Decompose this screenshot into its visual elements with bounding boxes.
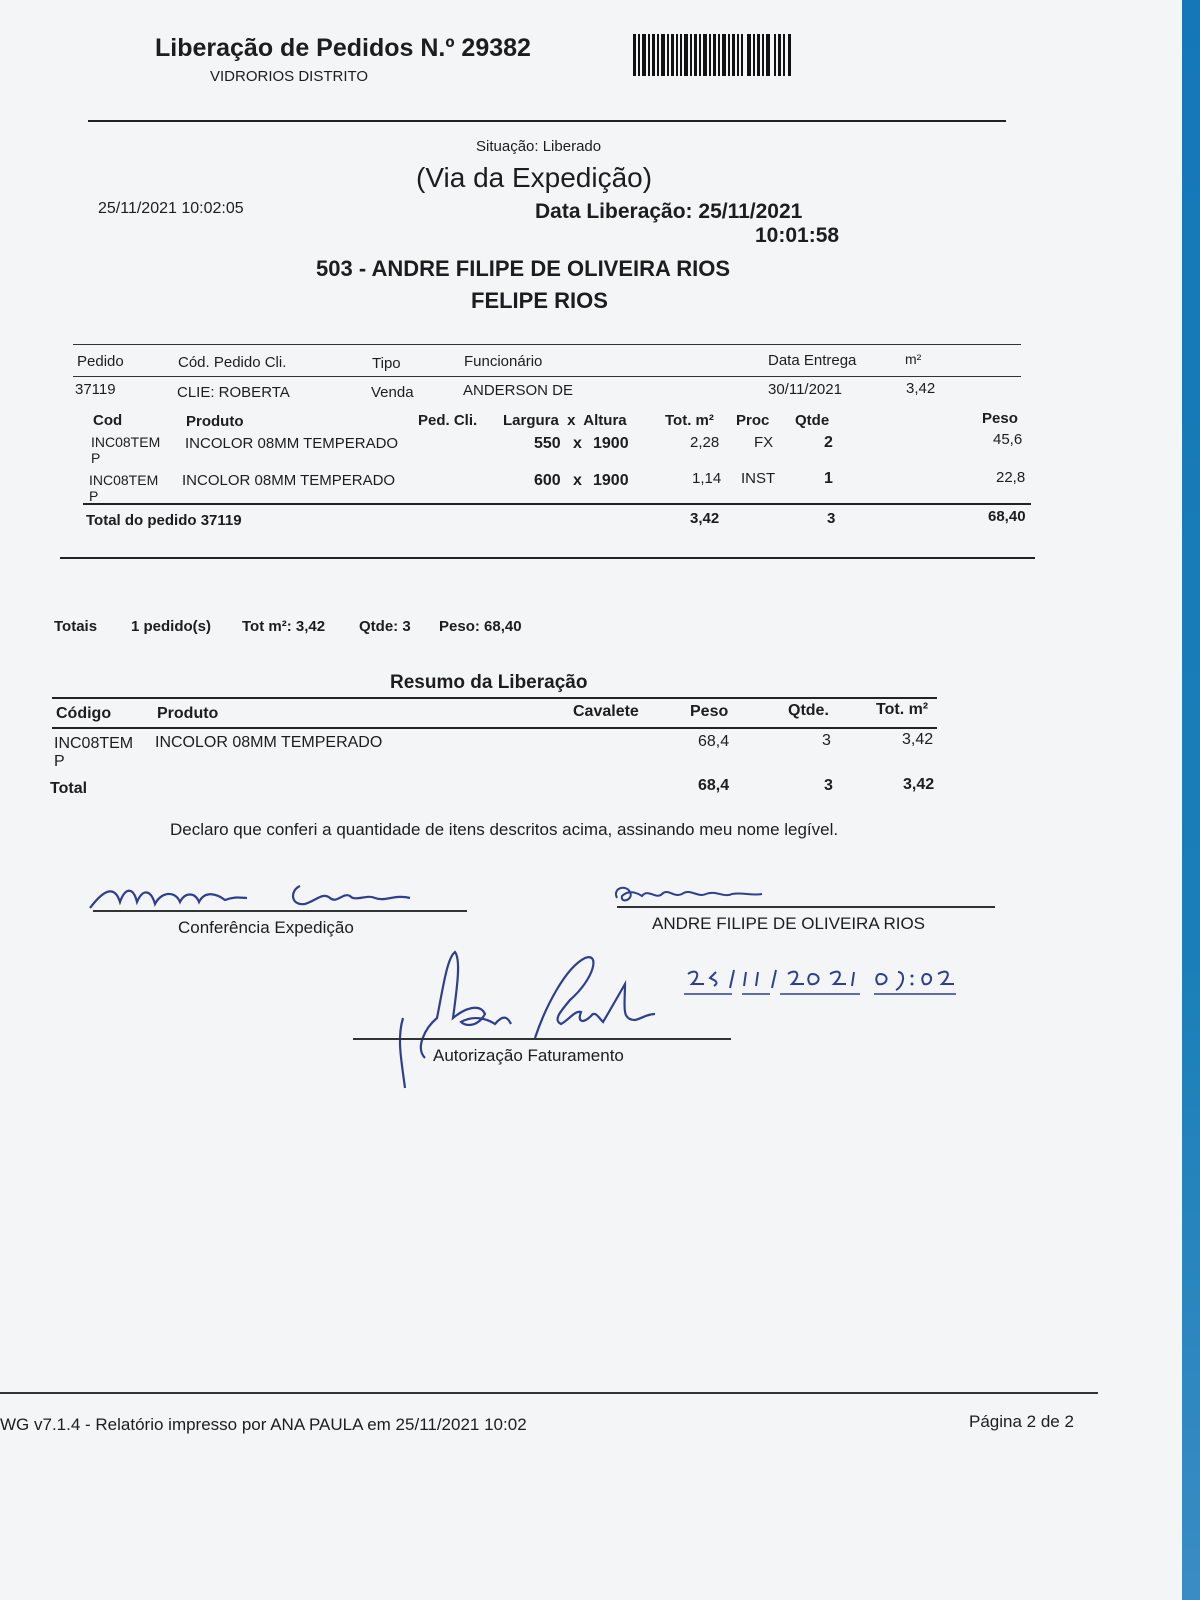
item-x-sign: x bbox=[573, 435, 582, 452]
handwritten-date bbox=[684, 966, 964, 1000]
order-section-divider bbox=[60, 557, 1035, 559]
item-peso: 22,8 bbox=[996, 469, 1026, 486]
col-cod: Cod bbox=[93, 412, 123, 429]
summary-code-line1: INC08TEM bbox=[54, 735, 134, 752]
document-title: Liberação de Pedidos N.º 29382 bbox=[155, 34, 531, 62]
col-tot-m2: Tot. m² bbox=[665, 412, 714, 429]
col-produto: Produto bbox=[186, 413, 244, 430]
totals-m2: Tot m²: 3,42 bbox=[242, 618, 326, 635]
item-height: 1900 bbox=[593, 472, 629, 489]
item-code bbox=[89, 472, 158, 504]
employee-name: ANDERSON DE bbox=[463, 382, 574, 399]
summary-total-tot-m2: 3,42 bbox=[903, 776, 935, 793]
expedicao-signature-line bbox=[93, 910, 467, 912]
item-qtde: 1 bbox=[824, 470, 833, 487]
faturamento-signature bbox=[385, 948, 665, 1093]
order-number: 37119 bbox=[75, 381, 116, 398]
release-date: Data Liberação: 25/11/2021 bbox=[535, 200, 803, 223]
order-total-label: Total do pedido 37119 bbox=[86, 512, 242, 529]
item-code-line2: P bbox=[91, 450, 101, 466]
header-divider bbox=[88, 120, 1006, 122]
client-short-name: FELIPE RIOS bbox=[471, 288, 608, 313]
summary-col-peso: Peso bbox=[690, 703, 729, 720]
declaration-text: Declaro que conferi a quantidade de itens descritos acima, assinando meu nome legível. bbox=[170, 820, 839, 839]
col-cod-pedido-cli: Cód. Pedido Cli. bbox=[178, 354, 287, 371]
item-width: 600 bbox=[534, 472, 561, 489]
order-total-divider bbox=[83, 503, 1031, 505]
summary-header-divider bbox=[52, 727, 937, 729]
via-label: (Via da Expedição) bbox=[416, 162, 653, 193]
release-time: 10:01:58 bbox=[755, 224, 840, 247]
col-qtde: Qtde bbox=[795, 412, 830, 429]
item-height: 1900 bbox=[593, 435, 629, 452]
client-name: 503 - ANDRE FILIPE DE OLIVEIRA RIOS bbox=[316, 256, 730, 281]
summary-code-line2: P bbox=[54, 753, 65, 770]
col-tipo: Tipo bbox=[372, 355, 401, 372]
item-qtde: 2 bbox=[824, 434, 833, 451]
order-type: Venda bbox=[371, 384, 414, 401]
item-x-sign: x bbox=[573, 472, 582, 489]
col-m2: m² bbox=[905, 351, 922, 367]
col-pedido: Pedido bbox=[77, 353, 124, 370]
summary-col-qtde: Qtde. bbox=[788, 702, 829, 719]
totals-orders: 1 pedido(s) bbox=[131, 618, 212, 635]
col-ped-cli: Ped. Cli. bbox=[418, 412, 478, 429]
summary-col-produto: Produto bbox=[157, 705, 219, 722]
order-header-divider bbox=[73, 376, 1021, 377]
item-code-line1: INC08TEM bbox=[89, 472, 159, 488]
summary-col-cavalete: Cavalete bbox=[573, 703, 639, 720]
summary-product: INCOLOR 08MM TEMPERADO bbox=[155, 734, 383, 751]
summary-total-label: Total bbox=[50, 780, 88, 797]
order-table-top-border bbox=[73, 344, 1021, 345]
col-data-entrega: Data Entrega bbox=[768, 352, 857, 369]
summary-total-peso: 68,4 bbox=[698, 777, 730, 794]
order-total-m2: 3,42 bbox=[690, 510, 720, 527]
faturamento-label: Autorização Faturamento bbox=[433, 1046, 624, 1065]
summary-top-border bbox=[52, 697, 937, 699]
col-peso: Peso bbox=[982, 410, 1018, 427]
item-width: 550 bbox=[534, 435, 561, 452]
client-signature-line bbox=[617, 906, 995, 908]
summary-col-tot-m2: Tot. m² bbox=[876, 701, 929, 718]
item-proc: FX bbox=[754, 434, 774, 451]
client-signature-label: ANDRE FILIPE DE OLIVEIRA RIOS bbox=[652, 914, 926, 933]
item-product: INCOLOR 08MM TEMPERADO bbox=[185, 435, 399, 452]
totals-label: Totais bbox=[54, 618, 98, 635]
faturamento-signature-line bbox=[353, 1038, 731, 1040]
item-peso: 45,6 bbox=[993, 431, 1023, 448]
summary-code bbox=[54, 735, 133, 771]
order-total-qtde: 3 bbox=[827, 510, 836, 527]
order-m2: 3,42 bbox=[906, 380, 936, 397]
item-tot-m2: 2,28 bbox=[690, 434, 720, 451]
status-label: Situação: Liberado bbox=[476, 138, 602, 155]
delivery-date: 30/11/2021 bbox=[768, 381, 842, 398]
item-product: INCOLOR 08MM TEMPERADO bbox=[182, 472, 396, 489]
summary-title: Resumo da Liberação bbox=[390, 672, 588, 693]
col-proc: Proc bbox=[736, 412, 770, 429]
client-order-code: CLIE: ROBERTA bbox=[177, 384, 290, 401]
order-total-peso: 68,40 bbox=[988, 508, 1026, 525]
print-datetime: 25/11/2021 10:02:05 bbox=[98, 200, 244, 217]
company-name: VIDRORIOS DISTRITO bbox=[210, 68, 369, 85]
item-code-line2: P bbox=[89, 488, 99, 504]
summary-qtde: 3 bbox=[822, 732, 831, 749]
footer-printed-by: WG v7.1.4 - Relatório impresso por ANA PAULA em 25/11/2021 10:02 bbox=[0, 1415, 527, 1434]
totals-qtde: Qtde: 3 bbox=[359, 618, 411, 635]
item-code-line1: INC08TEM bbox=[91, 434, 161, 450]
barcode-icon bbox=[633, 34, 793, 76]
expedicao-label: Conferência Expedição bbox=[178, 918, 354, 937]
footer-divider bbox=[0, 1392, 1098, 1394]
summary-col-codigo: Código bbox=[56, 705, 112, 722]
summary-tot-m2: 3,42 bbox=[902, 731, 934, 748]
totals-peso: Peso: 68,40 bbox=[439, 618, 522, 635]
summary-peso: 68,4 bbox=[698, 733, 730, 750]
item-proc: INST bbox=[741, 470, 776, 487]
item-code bbox=[91, 434, 160, 466]
summary-total-qtde: 3 bbox=[824, 777, 833, 794]
col-funcionario: Funcionário bbox=[464, 353, 543, 370]
footer-page-number: Página 2 de 2 bbox=[969, 1412, 1074, 1431]
col-largura-altura: Largura x Altura bbox=[503, 412, 627, 429]
item-tot-m2: 1,14 bbox=[692, 470, 722, 487]
